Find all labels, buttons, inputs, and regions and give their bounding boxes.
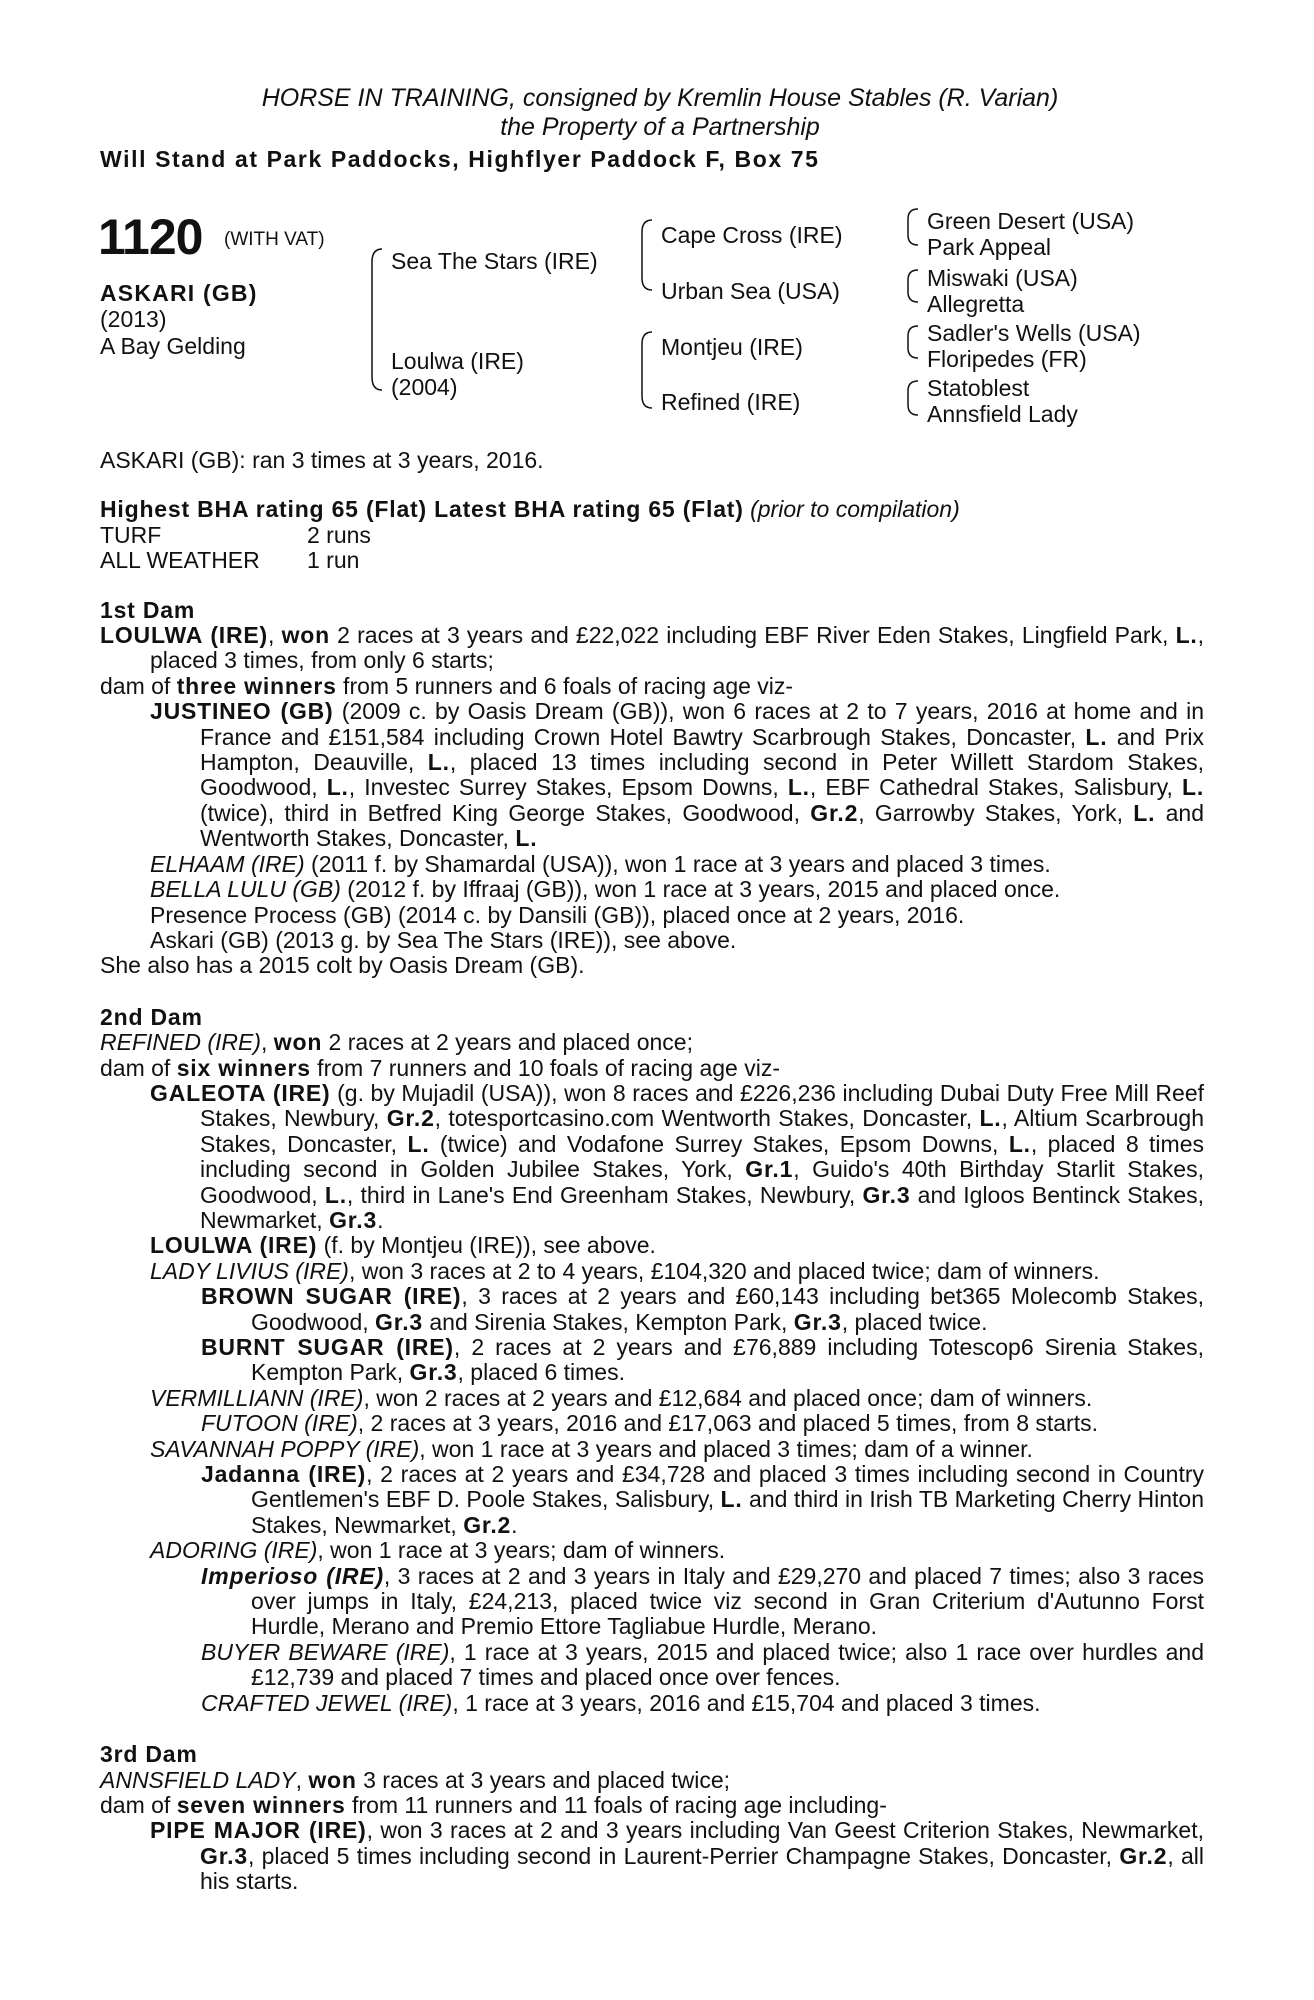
foal-galeota-f: , Guido's 40th Birthday Starlit Stakes, Goodwood, <box>200 1156 1204 1208</box>
third-dam-name: ANNSFIELD LADY <box>100 1766 296 1793</box>
foal-jadanna-name: Jadanna (IRE) <box>201 1461 367 1488</box>
foal-savannah-poppy <box>150 1437 1204 1462</box>
listed-mark: L. <box>515 825 538 852</box>
sire-dam: Urban Sea (USA) <box>661 278 840 304</box>
won-label: won <box>308 1766 357 1793</box>
foal-futoon <box>201 1411 1204 1436</box>
group2-mark: Gr.2 <box>463 1511 512 1538</box>
bracket-gen1 <box>372 249 382 390</box>
foal-pipe-major <box>150 1818 1204 1894</box>
lot-number: 1120 <box>98 209 203 265</box>
ancestor-1: Green Desert (USA) <box>927 208 1135 234</box>
foal-galeota-a: (g. by Mujadil (USA)), won 8 races and £226,236 including Dubai Duty Free Mill Reef Stakes, Newbury, <box>200 1079 1205 1132</box>
foal-bella-lulu-text: (2012 f. by Iffraaj (GB)), won 1 race at 3 years, 2015 and placed once. <box>340 876 1061 903</box>
foal-burnt-sugar-b: , placed 6 times. <box>457 1359 625 1386</box>
runners-text: from 5 runners and 6 foals of racing age viz- <box>336 672 794 699</box>
dam-year: (2004) <box>391 374 458 400</box>
full-stop: . <box>377 1206 384 1233</box>
full-stop: . <box>511 1511 518 1538</box>
foal-justineo-c: , placed 13 times including second in Peter Willett Stardom Stakes, Goodwood, <box>200 749 1204 801</box>
foal-elhaam-name: ELHAAM (IRE) <box>150 850 305 877</box>
group3-mark: Gr.3 <box>329 1206 378 1233</box>
turf-label: TURF <box>100 521 162 548</box>
listed-mark: L. <box>979 1105 1002 1132</box>
ancestor-7: Statoblest <box>927 375 1030 401</box>
listed-mark: L. <box>1181 774 1205 801</box>
foal-lady-livius-name: LADY LIVIUS (IRE) <box>150 1257 349 1284</box>
won-label: won <box>273 1029 323 1056</box>
race-summary: ASKARI (GB): ran 3 times at 3 years, 2016. <box>100 447 544 473</box>
foal-justineo-b: and Prix Hampton, Deauville, <box>200 723 1204 776</box>
first-dam-heading: 1st Dam <box>100 596 196 623</box>
rating-text: Highest BHA rating 65 (Flat) Latest BHA rating 65 (Flat) <box>100 496 744 523</box>
foal-savannah-poppy-text: , won 1 race at 3 years and placed 3 times; dam of a winner. <box>419 1435 1033 1462</box>
foal-jadanna <box>201 1462 1204 1538</box>
foal-justineo-f: (twice), third in Betfred King George Stakes, Goodwood, <box>200 799 811 826</box>
third-dam-text: 3 races at 3 years and placed twice; <box>356 1766 731 1793</box>
foal-galeota-h: and Igloos Bentinck Stakes, Newmarket, <box>200 1181 1204 1233</box>
foal-buyer-beware-text: , 1 race at 3 years, 2015 and placed twice; also 1 race over hurdles and £12,739 and placed 7 times and placed once over fences. <box>251 1638 1204 1691</box>
listed-mark: L. <box>427 749 450 776</box>
horse-description: A Bay Gelding <box>100 333 246 359</box>
runners-text: from 7 runners and 10 foals of racing age viz- <box>310 1054 780 1081</box>
foal-brown-sugar-b: and Sirenia Stakes, Kempton Park, <box>423 1308 794 1335</box>
foal-justineo-name: JUSTINEO (GB) <box>150 698 334 725</box>
foal-justineo-a: (2009 c. by Oasis Dream (GB)), won 6 races at 2 to 7 years, 2016 at home and in France and £151,584 including Crown Hotel Bawtry Scarbrough Stakes, Doncaster, <box>200 698 1204 750</box>
foal-bella-lulu-name: BELLA LULU (GB) <box>150 876 341 903</box>
foal-loulwa-name: LOULWA (IRE) <box>150 1232 318 1259</box>
ancestor-2: Park Appeal <box>927 234 1052 260</box>
foal-jadanna-a: , 2 races at 2 years and £34,728 and placed 3 times including second in Country Gentlemen's EBF D. Poole Stakes, Salisbury, <box>251 1461 1204 1513</box>
dam-name: Loulwa (IRE) <box>391 348 524 374</box>
group3-mark: Gr.3 <box>409 1359 458 1386</box>
foal-lady-livius <box>150 1259 1204 1284</box>
foal-presence-process: Presence Process (GB) (2014 c. by Dansili (GB)), placed once at 2 years, 2016. <box>150 901 965 928</box>
foal-galeota <box>150 1081 1204 1233</box>
pedigree-block <box>0 0 1314 460</box>
dam-dam: Refined (IRE) <box>661 389 801 415</box>
group1-mark: Gr.1 <box>745 1156 794 1183</box>
group2-mark: Gr.2 <box>1119 1842 1168 1869</box>
foal-galeota-e: , placed 8 times including second in Golden Jubilee Stakes, York, <box>200 1130 1204 1183</box>
aw-value: 1 run <box>307 547 360 574</box>
aw-label: ALL WEATHER <box>100 547 260 574</box>
foal-burnt-sugar <box>201 1335 1204 1386</box>
third-dam-heading: 3rd Dam <box>100 1741 198 1768</box>
foal-pipe-major-c: , all his starts. <box>200 1842 1204 1895</box>
third-dam-produce-line <box>100 1793 1204 1818</box>
foal-vermilliann-text: , won 2 races at 2 years and £12,684 and placed once; dam of winners. <box>363 1384 1093 1411</box>
sire-sire: Cape Cross (IRE) <box>661 222 843 248</box>
rating-line <box>100 497 1204 522</box>
vat-note: (WITH VAT) <box>224 229 325 250</box>
foal-justineo-e: , EBF Cathedral Stakes, Salisbury, <box>809 774 1182 801</box>
bracket-g2 <box>908 270 918 302</box>
listed-mark: L. <box>326 774 349 801</box>
foal-bella-lulu <box>150 877 1204 902</box>
first-dam-produce-line <box>100 674 1204 699</box>
foal-jadanna-b: and third in Irish TB Marketing Cherry Hinton Stakes, Newmarket, <box>251 1486 1204 1538</box>
first-dam-text-b: , placed 3 times, from only 6 starts; <box>150 622 1204 674</box>
foal-adoring <box>150 1538 1204 1563</box>
foal-imperioso-text: , 3 races at 2 and 3 years in Italy and £29,270 and placed 7 times; also 3 races over jumps in Italy, £24,213, placed twice viz second in Gran Criterium d'Autunno Forst Hurdle, Merano and Premio Ettore Tagliabue Hurdle, Merano. <box>251 1562 1204 1640</box>
foal-imperioso-name: Imperioso (IRE) <box>201 1562 384 1589</box>
second-dam-produce-line <box>100 1056 1204 1081</box>
foal-galeota-b: , totesportcasino.com Wentworth Stakes, Doncaster, <box>434 1105 980 1132</box>
group3-mark: Gr.3 <box>862 1181 911 1208</box>
listed-mark: L. <box>1085 723 1108 750</box>
foal-justineo-g: , Garrowby Stakes, York, <box>858 799 1134 826</box>
foal-crafted-jewel-name: CRAFTED JEWEL (IRE) <box>201 1689 453 1716</box>
group3-mark: Gr.3 <box>200 1842 248 1869</box>
foal-crafted-jewel <box>201 1691 1204 1716</box>
listed-mark: L. <box>787 774 810 801</box>
listed-mark: L. <box>720 1486 743 1513</box>
first-dam-also: She also has a 2015 colt by Oasis Dream (GB). <box>100 952 585 979</box>
foal-burnt-sugar-a: , 2 races at 2 years and £76,889 including Totescop6 Sirenia Stakes, Kempton Park, <box>251 1334 1204 1386</box>
ancestor-8: Annsfield Lady <box>927 401 1078 427</box>
bracket-sire <box>642 220 652 290</box>
second-dam-record: REFINED (IRE), won 2 races at 2 years and placed once; <box>100 1029 693 1056</box>
ancestor-6: Floripedes (FR) <box>927 346 1087 372</box>
foal-elhaam <box>150 852 1204 877</box>
foal-adoring-name: ADORING (IRE) <box>150 1537 318 1564</box>
foal-adoring-text: , won 1 race at 3 years; dam of winners. <box>317 1537 726 1564</box>
foal-burnt-sugar-name: BURNT SUGAR (IRE) <box>201 1334 454 1360</box>
group3-mark: Gr.3 <box>375 1308 423 1335</box>
dam-of-label: dam of <box>100 1054 177 1081</box>
foal-galeota-d: (twice) and Vodafone Surrey Stakes, Epsom Downs, <box>429 1130 1009 1157</box>
foal-vermilliann-name: VERMILLIANN (IRE) <box>150 1384 364 1411</box>
foal-askari: Askari (GB) (2013 g. by Sea The Stars (IRE)), see above. <box>150 926 737 953</box>
foal-justineo-h: and Wentworth Stakes, Doncaster, <box>200 799 1204 852</box>
foal-justineo-d: , Investec Surrey Stakes, Epsom Downs, <box>348 774 788 801</box>
foal-galeota-c: , Altium Scarbrough Stakes, Doncaster, <box>200 1105 1204 1157</box>
bracket-dam <box>642 332 652 408</box>
property-line: the Property of a Partnership <box>500 113 820 141</box>
foal-lady-livius-text: , won 3 races at 2 to 4 years, £104,320 and placed twice; dam of winners. <box>348 1257 1100 1284</box>
second-dam-heading: 2nd Dam <box>100 1003 203 1030</box>
ancestor-5: Sadler's Wells (USA) <box>927 320 1141 346</box>
consignor-line: HORSE IN TRAINING, consigned by Kremlin House Stables (R. Varian) <box>261 84 1059 112</box>
winners-count: six winners <box>176 1054 311 1081</box>
foal-brown-sugar-a: , 3 races at 2 years and £60,143 including bet365 Molecomb Stakes, Goodwood, <box>251 1283 1204 1335</box>
foal-buyer-beware-name: BUYER BEWARE (IRE) <box>201 1638 450 1665</box>
foal-galeota-g: , third in Lane's End Greenham Stakes, Newbury, <box>346 1181 863 1208</box>
bracket-g4 <box>908 381 918 415</box>
foal-vermilliann <box>150 1386 1204 1411</box>
foal-futoon-text: , 2 races at 3 years, 2016 and £17,063 and placed 5 times, from 8 starts. <box>357 1410 1098 1437</box>
aw-row <box>100 548 1204 573</box>
listed-mark: L. <box>1008 1130 1031 1157</box>
second-dam-text: 2 races at 2 years and placed once; <box>322 1029 693 1056</box>
dam-of-label: dam of <box>100 1791 177 1818</box>
ancestor-3: Miswaki (USA) <box>927 265 1078 291</box>
foal-pipe-major-a: , won 3 races at 2 and 3 years including Van Geest Criterion Stakes, Newmarket, <box>366 1817 1204 1844</box>
first-dam-record: LOULWA (IRE), won 2 races at 3 years and £22,022 including EBF River Eden Stakes, Lingfield Park, L., placed 3 times, from only 6 starts; <box>100 622 1204 674</box>
second-dam-name: REFINED (IRE) <box>100 1029 261 1056</box>
rating-note: (prior to compilation) <box>750 496 960 523</box>
foal-galeota-name: GALEOTA (IRE) <box>150 1079 331 1106</box>
foal-brown-sugar <box>201 1284 1204 1335</box>
first-dam-text-a: 2 races at 3 years and £22,022 including EBF River Eden Stakes, Lingfield Park, <box>329 622 1176 649</box>
foal-elhaam-text: (2011 f. by Shamardal (USA)), won 1 race at 3 years and placed 3 times. <box>304 850 1051 877</box>
foal-futoon-name: FUTOON (IRE) <box>201 1410 358 1437</box>
dam-of-label: dam of <box>100 672 177 699</box>
foal-brown-sugar-c: , placed twice. <box>841 1308 988 1335</box>
won-label: won <box>281 622 330 649</box>
bracket-g3 <box>908 326 918 358</box>
catalogue-body <box>100 448 1204 1895</box>
group3-mark: Gr.3 <box>793 1308 842 1335</box>
foal-crafted-jewel-text: , 1 race at 3 years, 2016 and £15,704 and placed 3 times. <box>452 1689 1041 1716</box>
listed-mark: L. <box>1175 622 1198 649</box>
turf-value: 2 runs <box>307 521 371 548</box>
stand-location: Will Stand at Park Paddocks, Highflyer Paddock F, Box 75 <box>100 146 820 172</box>
winners-count: seven winners <box>176 1791 346 1818</box>
sire-name: Sea The Stars (IRE) <box>391 248 598 274</box>
listed-mark: L. <box>324 1181 347 1208</box>
group2-mark: Gr.2 <box>810 799 859 826</box>
foal-buyer-beware <box>201 1640 1204 1691</box>
foal-pipe-major-name: PIPE MAJOR (IRE) <box>150 1817 367 1844</box>
foaling-year: (2013) <box>100 306 167 332</box>
foal-loulwa-text: (f. by Montjeu (IRE)), see above. <box>317 1232 656 1259</box>
turf-row <box>100 523 1204 548</box>
third-dam-record: ANNSFIELD LADY, won 3 races at 3 years and placed twice; <box>100 1766 731 1793</box>
bracket-g1 <box>908 209 918 245</box>
runners-text: from 11 runners and 11 foals of racing age including- <box>345 1791 887 1818</box>
foal-loulwa <box>150 1233 1204 1258</box>
listed-mark: L. <box>407 1130 430 1157</box>
group2-mark: Gr.2 <box>386 1105 435 1132</box>
first-dam-name: LOULWA (IRE) <box>100 622 268 649</box>
foal-savannah-poppy-name: SAVANNAH POPPY (IRE) <box>150 1435 420 1462</box>
foal-pipe-major-b: , placed 5 times including second in Laurent-Perrier Champagne Stakes, Doncaster, <box>247 1842 1120 1869</box>
foal-justineo <box>150 699 1204 851</box>
ancestor-4: Allegretta <box>927 291 1025 317</box>
dam-sire: Montjeu (IRE) <box>661 334 803 360</box>
listed-mark: L. <box>1133 799 1156 826</box>
foal-brown-sugar-name: BROWN SUGAR (IRE) <box>201 1283 462 1310</box>
foal-imperioso <box>201 1564 1204 1640</box>
horse-name: ASKARI (GB) <box>100 280 258 306</box>
winners-count: three winners <box>176 672 337 699</box>
